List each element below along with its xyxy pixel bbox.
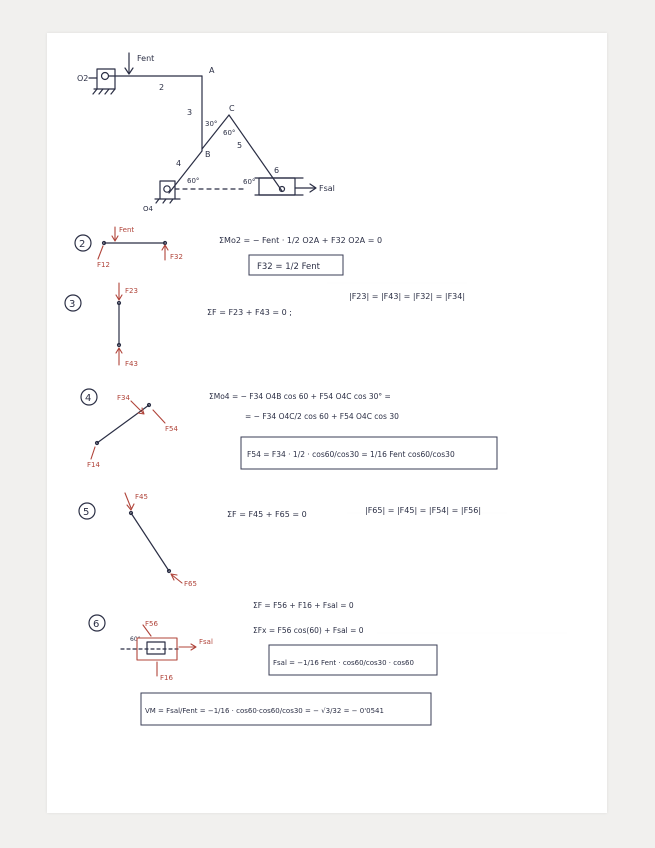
section-4-number: 4 [85,393,92,404]
label-30deg: 30° [205,120,218,128]
label-link4: 4 [176,159,182,168]
fbd3-f23: F23 [125,287,138,295]
label-o2: O2 [77,74,89,83]
section-5-eq1: ΣF = F45 + F65 = 0 [227,510,307,519]
label-fsal-figure: Fsal [319,184,335,193]
label-link6: 6 [274,166,280,175]
fbd6-f56: F56 [145,620,158,628]
label-o4: O4 [143,205,153,213]
label-link5: 5 [237,141,243,150]
section-6-number: 6 [93,619,100,630]
section-6-eq2: ΣFx = F56 cos(60) + Fsal = 0 [253,626,364,635]
section-3 [65,283,465,368]
fbd2-f32: F32 [170,253,183,261]
fbd4-f14: F14 [87,461,100,469]
final-result [141,693,431,725]
label-link2: 2 [159,83,165,92]
section-2-number: 2 [79,239,86,250]
fbd3-f43: F43 [125,360,138,368]
label-60deg-slider: 60° [243,178,256,186]
paper-sheet [47,33,607,813]
fbd6-fsal: Fsal [199,638,213,646]
section-3-number: 3 [69,299,76,310]
fbd5-f65: F65 [184,580,197,588]
label-a: A [209,66,215,75]
section-3-eq2: |F23| = |F43| = |F32| = |F34| [349,292,466,301]
label-60deg-o4: 60° [187,177,200,185]
section-5-eq2: |F65| = |F45| = |F54| = |F56| [365,506,482,515]
mechanism-figure [77,53,335,213]
section-4-result: F54 = F34 · 1/2 · cos60/cos30 = 1/16 Fent cos60/cos30 [247,450,455,459]
fbd2-f12: F12 [97,261,110,269]
label-link3: 3 [187,108,193,117]
section-5-number: 5 [83,507,90,518]
label-fent-figure: Fent [137,54,155,63]
label-c: C [229,104,235,113]
fbd6-60deg: 60° [130,636,141,643]
section-4 [81,389,497,469]
fbd5-f45: F45 [135,493,148,501]
final-vm-equation: VM = Fsal/Fent = −1/16 · cos60·cos60/cos30 = − √3/32 = − 0'0541 [145,707,384,715]
section-3-eq1: ΣF = F23 + F43 = 0 ; [207,308,292,317]
section-5 [79,493,481,588]
section-4-eq2: = − F34 O4C/2 cos 60 + F54 O4C cos 30 [245,412,399,421]
label-60deg-c: 60° [223,129,236,137]
section-2-eq1: ΣMo2 = − Fent · 1/2 O2A + F32 O2A = 0 [219,236,383,245]
section-2-result: F32 = 1/2 Fent [257,262,320,272]
fbd4-f34: F34 [117,394,130,402]
section-2 [75,226,382,275]
fbd2-fent: Fent [119,226,135,234]
section-6-eq1: ΣF = F56 + F16 + Fsal = 0 [253,601,354,610]
fbd4-f54: F54 [165,425,178,433]
section-6-result: Fsal = −1/16 Fent · cos60/cos30 · cos60 [273,659,414,667]
handwritten-page [47,33,607,813]
fbd6-f16: F16 [160,674,173,682]
label-b: B [205,150,211,159]
section-4-eq1: ΣMo4 = − F34 O4B cos 60 + F54 O4C cos 30° = [209,392,391,401]
section-6 [89,601,437,682]
